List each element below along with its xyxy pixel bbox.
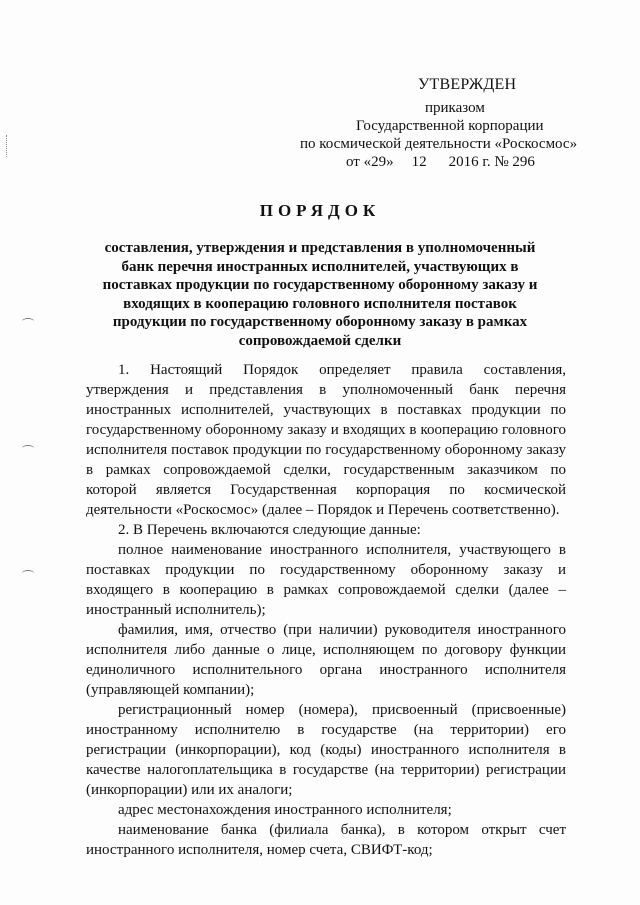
margin-mark xyxy=(22,445,34,452)
approval-line-corporation: Государственной корпорации xyxy=(356,118,544,134)
approval-heading: УТВЕРЖДЕН xyxy=(418,76,517,93)
paragraph: наименование банка (филиала банка), в котором открыт счет иностранного исполнителя, номер счета, СВИФТ-код; xyxy=(86,822,566,858)
approval-date-day: от «29» xyxy=(346,154,394,170)
paragraph: 1. Настоящий Порядок определяет правила составления, утверждения и представления в уполномоченный банк перечня иностранных исполнителей, участвующих в поставках продукции по государственному оборонному заказу и входящих в кооперацию головного исполнителя поставок продукции по государственному оборонному заказу в рамках сопровождаемой сделки, государственным заказчиком по которой является Государственная корпорация по космической деятельности «Роскосмос» (далее – Порядок и Перечень соответственно). xyxy=(86,362,566,518)
approval-date-month: 12 xyxy=(411,154,427,170)
approval-line-roscosmos: по космической деятельности «Роскосмос» xyxy=(300,136,578,152)
approval-date-line xyxy=(346,152,535,173)
page-edge-mark xyxy=(6,135,9,157)
approval-date-year-number: 2016 г. № 296 xyxy=(448,154,535,170)
paragraph: фамилия, имя, отчество (при наличии) руководителя иностранного исполнителя либо данные о лице, исполняющем по договору функции единоличного исполнительного органа иностранного исполнителя (управляющей компании); xyxy=(86,622,566,698)
margin-mark xyxy=(22,318,34,325)
document-subtitle: составления, утверждения и представления в уполномоченный банк перечня иностранных исполнителей, участвующих в поставках продукции по государственному оборонному заказу и входящих в кооперацию головного исполнителя поставок продукции по государственному оборонному заказу в рамках сопровождаемой сделки xyxy=(102,240,538,349)
document-body xyxy=(86,360,566,860)
paragraph: регистрационный номер (номера), присвоенный (присвоенные) иностранному исполнителю в государстве (на территории) его регистрации (инкорпорации), код (коды) иностранного исполнителя в качестве налогоплательщика в государстве (на территории) регистрации (инкорпорации) или их аналоги; xyxy=(86,702,566,798)
paragraph: адрес местонахождения иностранного исполнителя; xyxy=(118,802,452,818)
approval-line-order: приказом xyxy=(425,100,485,116)
paragraph: 2. В Перечень включаются следующие данные: xyxy=(118,522,421,538)
margin-mark xyxy=(22,570,34,577)
paragraph: полное наименование иностранного исполнителя, участвующего в поставках продукции по государственному оборонному заказу и входящего в кооперацию в рамках сопровождаемой сделки (далее – иностранный исполнитель); xyxy=(86,542,566,618)
document-title: ПОРЯДОК xyxy=(259,201,381,220)
